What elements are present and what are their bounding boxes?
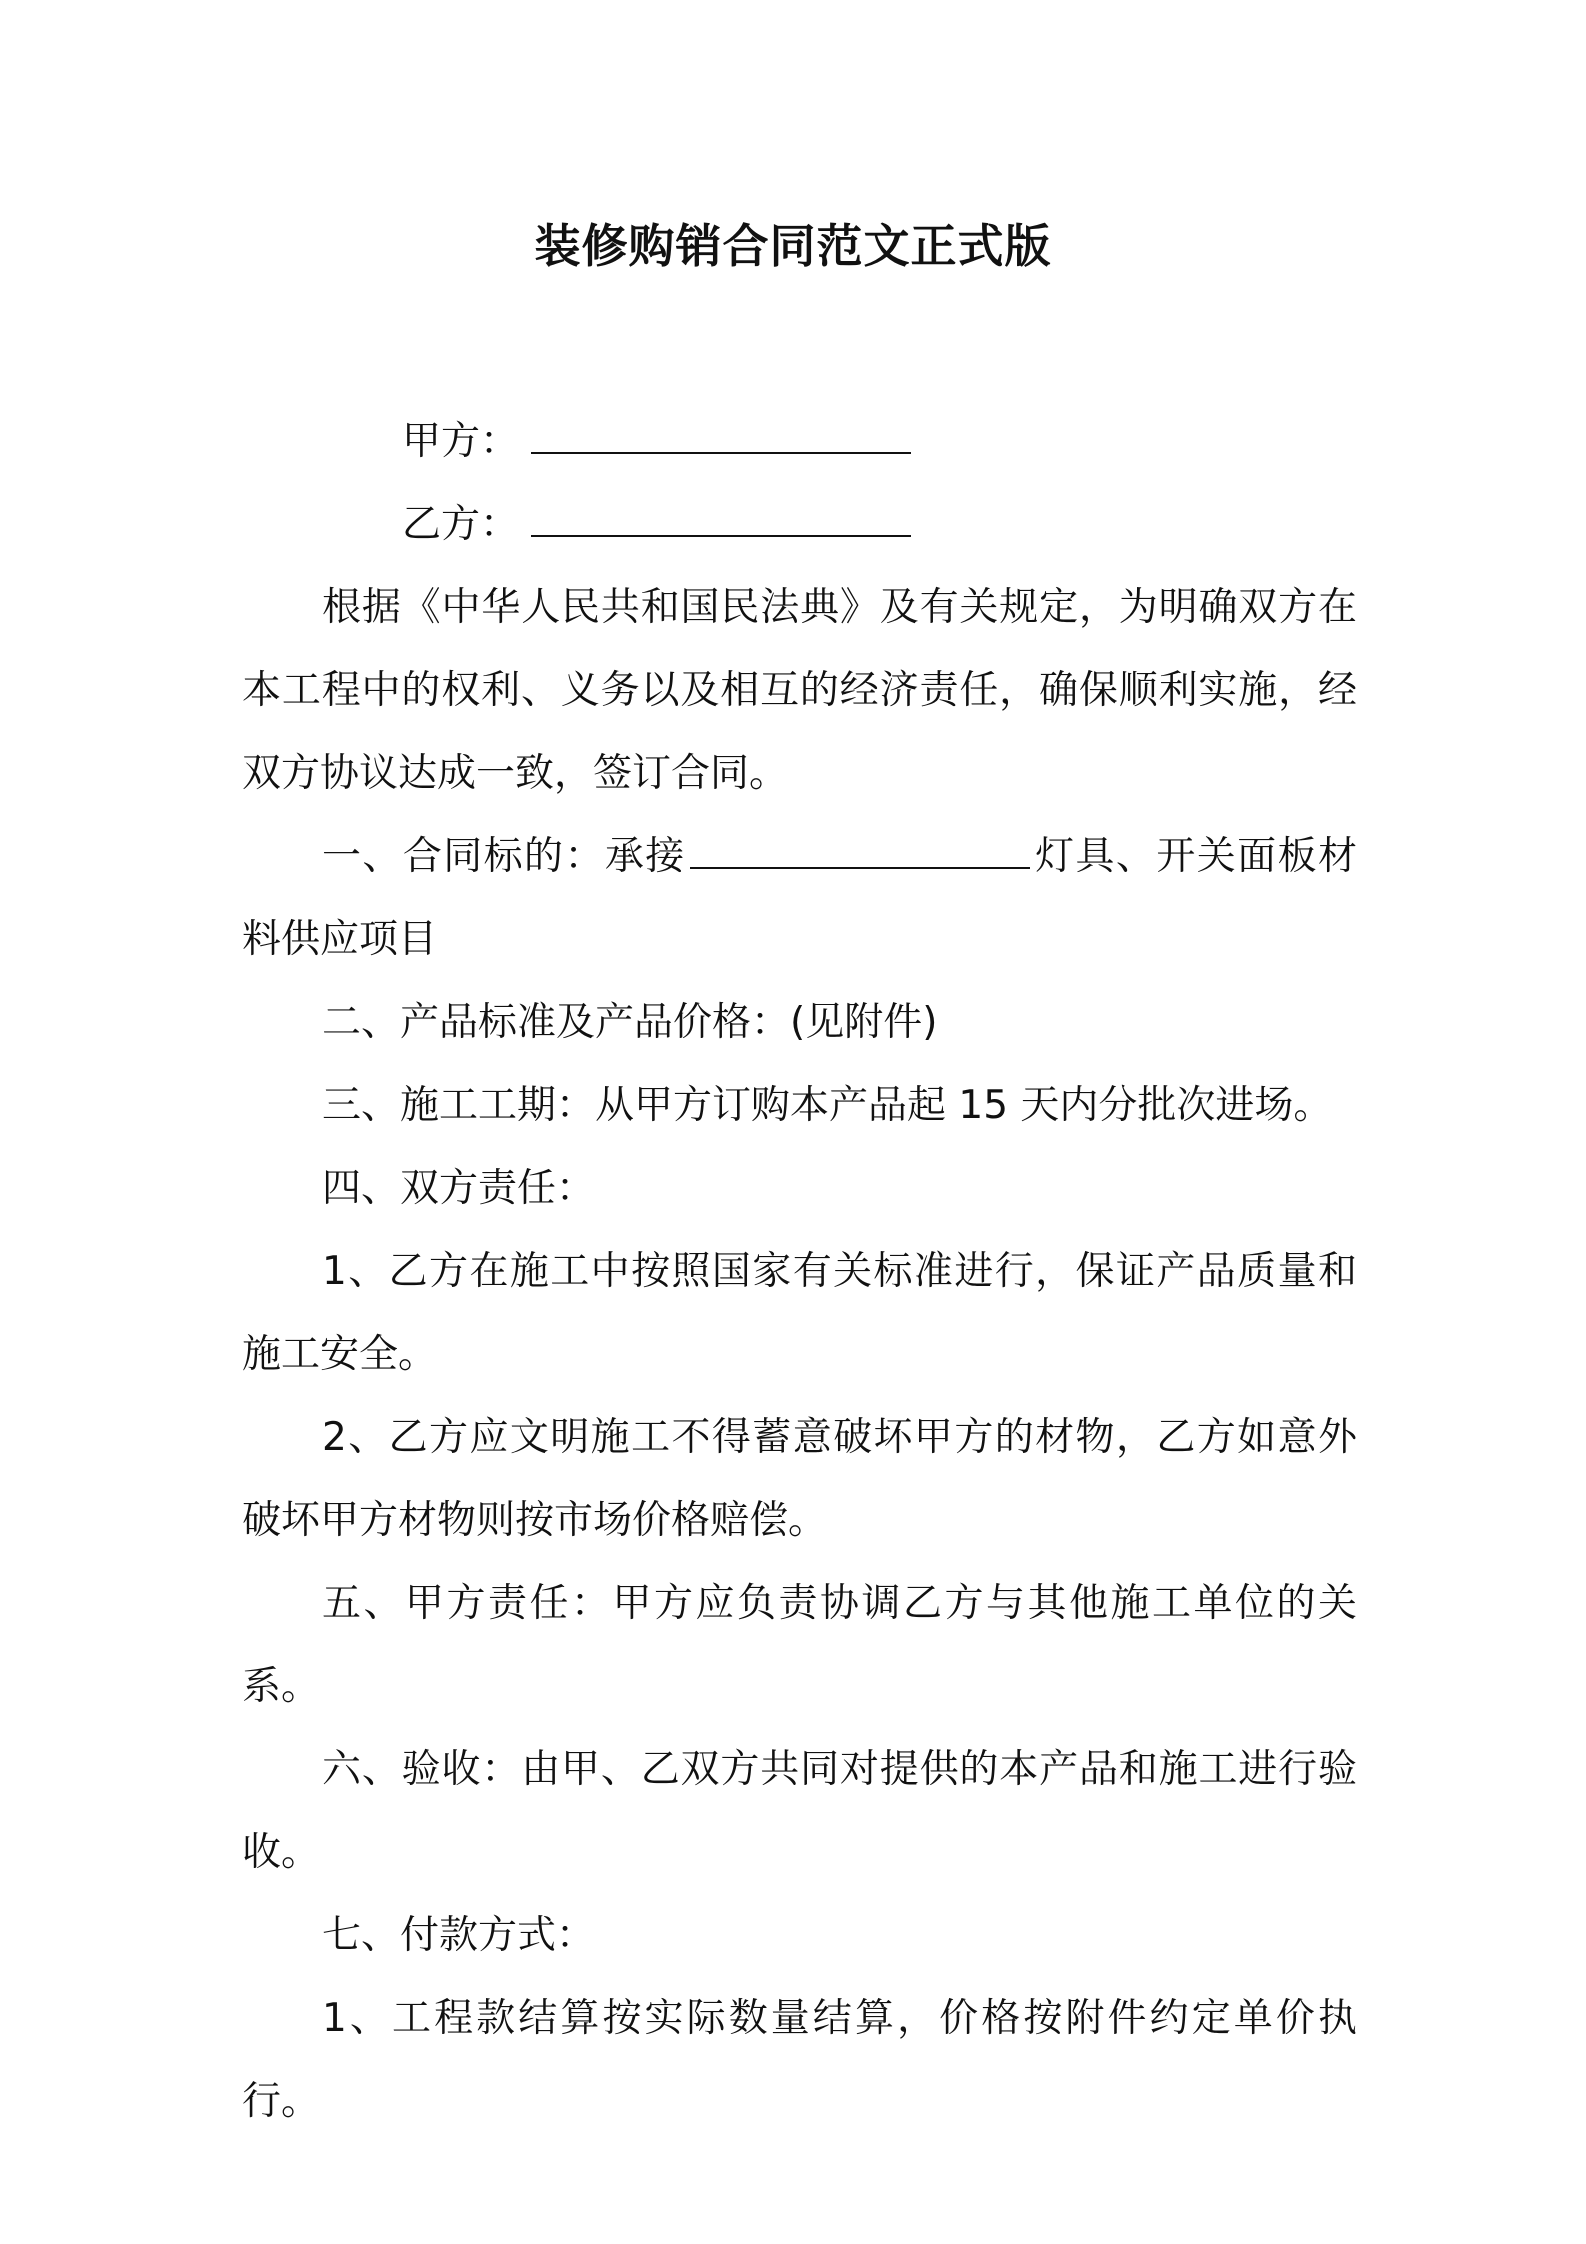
- party-a-line: [242, 400, 1357, 483]
- clause-3: 三、施工工期：从甲方订购本产品起 15 天内分批次进场。: [322, 1083, 1333, 1128]
- party-b-line: [242, 483, 1357, 566]
- clause-1-suffix: 灯具、开关面板材料供应项目: [242, 834, 1357, 962]
- document-body: [242, 400, 1357, 2143]
- clause-7-heading: 七、付款方式：: [322, 1913, 596, 1958]
- clause-1-blank: [690, 837, 1030, 869]
- party-b-label: 乙方：: [402, 502, 520, 547]
- clause-4-item-2: 2、乙方应文明施工不得蓄意破坏甲方的材物，乙方如意外破坏甲方材物则按市场价格赔偿。: [242, 1415, 1357, 1543]
- party-a-blank: [531, 422, 911, 454]
- clause-2: 二、产品标准及产品价格：(见附件): [322, 1000, 938, 1045]
- party-b-blank: [531, 505, 911, 537]
- clause-7-item-1: 1、工程款结算按实际数量结算，价格按附件约定单价执行。: [242, 1996, 1357, 2124]
- clause-1-prefix: 一、合同标的：承接: [322, 834, 686, 879]
- clause-5: 五、甲方责任：甲方应负责协调乙方与其他施工单位的关系。: [242, 1581, 1357, 1709]
- intro-paragraph: 根据《中华人民共和国民法典》及有关规定，为明确双方在本工程中的权利、义务以及相互的经济责任，确保顺利实施，经双方协议达成一致，签订合同。: [242, 585, 1357, 796]
- clause-6: 六、验收：由甲、乙双方共同对提供的本产品和施工进行验收。: [242, 1747, 1357, 1875]
- document-title: 装修购销合同范文正式版: [534, 219, 1052, 273]
- party-a-label: 甲方：: [402, 419, 520, 464]
- clause-4-heading: 四、双方责任：: [322, 1166, 596, 1211]
- clause-1: [242, 815, 1357, 981]
- clause-4-item-1: 1、乙方在施工中按照国家有关标准进行，保证产品质量和施工安全。: [242, 1249, 1357, 1377]
